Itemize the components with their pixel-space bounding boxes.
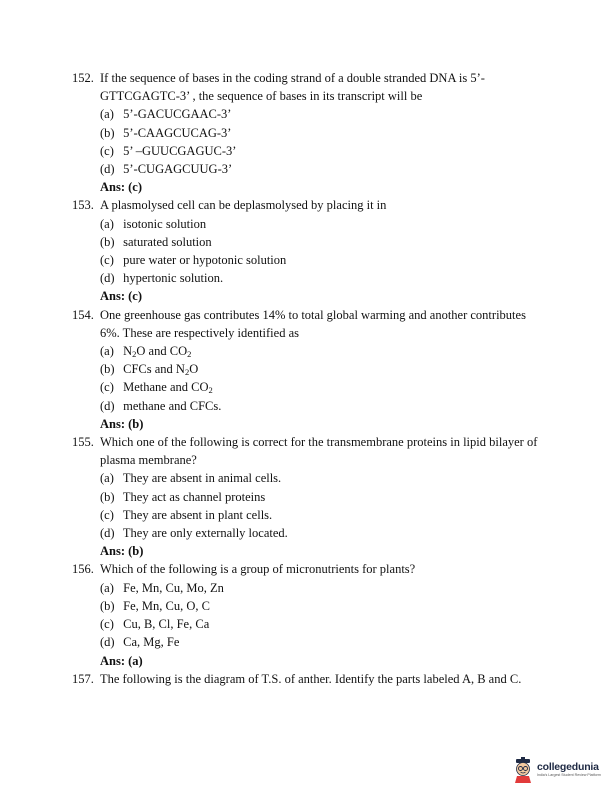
option-label: (c) <box>100 617 114 632</box>
question-stem <box>72 433 540 469</box>
question-number: 154. <box>72 307 94 322</box>
question-text: The following is the diagram of T.S. of anther. Identify the parts labeled A, B and C. <box>100 671 522 686</box>
option-text: Cu, B, Cl, Fe, Ca <box>123 617 210 632</box>
option-label: (a) <box>100 471 114 486</box>
option-item <box>72 633 540 651</box>
question-number: 157. <box>72 671 94 686</box>
question-stem <box>72 560 540 578</box>
answer-key: Ans: (c) <box>100 180 143 195</box>
option-item <box>72 524 540 542</box>
option-text: They are only externally located. <box>122 526 288 541</box>
option-item <box>72 615 540 633</box>
answer-key: Ans: (b) <box>100 544 144 559</box>
option-text: Methane and $CO_2$ <box>123 380 213 396</box>
question-stem <box>72 196 540 214</box>
brand-name: collegedunia <box>537 761 599 774</box>
option-item <box>72 597 540 615</box>
question-text: Which one of the following is correct for the transmembrane proteins in lipid bilayer of plasma membrane? <box>100 435 538 468</box>
option-text: They are absent in animal cells. <box>122 471 282 486</box>
option-text: They act as channel proteins <box>122 489 266 504</box>
option-item <box>72 397 540 415</box>
option-label: (a) <box>100 580 114 595</box>
option-item <box>72 488 540 506</box>
option-text: saturated solution <box>123 234 212 249</box>
question-block <box>72 196 540 305</box>
option-item <box>72 378 540 396</box>
option-text: methane and CFCs. <box>123 398 222 413</box>
question-block <box>72 306 540 433</box>
question-number: 153. <box>72 198 94 213</box>
option-item <box>72 360 540 378</box>
answer-key: Ans: (b) <box>100 416 144 431</box>
option-text: pure water or hypotonic solution <box>123 253 287 268</box>
option-text: Fe, Mn, Cu, Mo, Zn <box>123 580 224 595</box>
option-item <box>72 142 540 160</box>
question-stem <box>72 306 540 342</box>
option-item <box>72 105 540 123</box>
collegedunia-logo[interactable] <box>512 756 608 784</box>
option-label: (a) <box>100 216 114 231</box>
question-text: Which of the following is a group of micronutrients for plants? <box>100 562 416 577</box>
question-text: If the sequence of bases in the coding strand of a double stranded DNA is 5’-GTTCGAGTC-3’ , the sequence of bases in its transcript will be <box>100 71 485 104</box>
question-list <box>72 69 540 688</box>
option-item <box>72 579 540 597</box>
option-label: (b) <box>100 234 115 249</box>
option-label: (d) <box>100 271 115 286</box>
option-text: Fe, Mn, Cu, O, C <box>123 598 210 613</box>
brand-tagline: India's Largest Student Review Platform <box>537 772 601 777</box>
question-block <box>72 560 540 669</box>
option-item <box>72 342 540 360</box>
option-label: (c) <box>100 253 114 268</box>
answer-key: Ans: (c) <box>100 289 143 304</box>
question-block <box>72 670 540 688</box>
option-label: (b) <box>100 362 115 377</box>
option-label: (b) <box>100 489 115 504</box>
option-label: (c) <box>100 507 114 522</box>
answer-key: Ans: (a) <box>100 653 143 668</box>
option-label: (d) <box>100 635 115 650</box>
option-label: (d) <box>100 526 115 541</box>
option-item <box>72 469 540 487</box>
option-text: Ca, Mg, Fe <box>123 635 180 650</box>
option-item <box>72 160 540 178</box>
option-label: (c) <box>100 143 114 158</box>
option-text: $N_2O$ and $CO_2$ <box>123 344 192 360</box>
option-item <box>72 269 540 287</box>
option-item <box>72 215 540 233</box>
option-label: (a) <box>100 107 114 122</box>
option-item <box>72 251 540 269</box>
question-number: 155. <box>72 435 94 450</box>
option-label: (b) <box>100 125 115 140</box>
option-text: 5’-CUGAGCUUG-3’ <box>123 162 233 177</box>
question-number: 152. <box>72 71 94 85</box>
option-text: hypertonic solution. <box>123 271 224 286</box>
option-text: 5’-CAAGCUCAG-3’ <box>123 125 232 140</box>
option-text: They are absent in plant cells. <box>122 507 273 522</box>
option-text: 5’-GACUCGAAC-3’ <box>123 107 232 122</box>
option-label: (d) <box>100 162 115 177</box>
option-label: (c) <box>100 380 114 395</box>
mascot-icon <box>512 757 534 783</box>
question-block <box>72 69 540 196</box>
option-label: (b) <box>100 598 115 613</box>
option-text: isotonic solution <box>123 216 207 231</box>
question-text: One greenhouse gas contributes 14% to total global warming and another contributes 6%. These are respectively identified as <box>100 307 526 340</box>
option-text: CFCs and $N_2O$ <box>123 362 199 378</box>
question-number: 156. <box>72 562 94 577</box>
question-text: A plasmolysed cell can be deplasmolysed by placing it in <box>100 198 387 213</box>
option-label: (a) <box>100 344 114 359</box>
option-item <box>72 233 540 251</box>
option-text: 5’ –GUUCGAGUC-3’ <box>123 143 237 158</box>
question-stem <box>72 670 540 688</box>
question-block <box>72 433 540 560</box>
question-stem <box>72 69 540 105</box>
option-label: (d) <box>100 398 115 413</box>
option-item <box>72 124 540 142</box>
option-item <box>72 506 540 524</box>
